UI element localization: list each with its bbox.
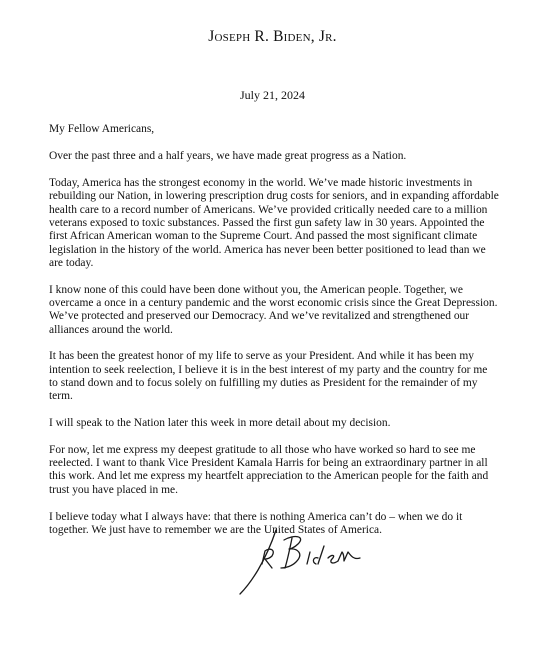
paragraph-speak-to-nation: I will speak to the Nation later this week in more detail about my decision. <box>49 417 391 430</box>
salutation: My Fellow Americans, <box>49 123 155 135</box>
letter-date: July 21, 2024 <box>239 88 305 102</box>
paragraph-achievements: Today, America has the strongest economy in the world. We’ve made historic investments in rebuilding our Nation, in lowering prescription drug costs for seniors, and in expanding affordable health care to a record number of Americans. We’ve provided critically needed care to a million veterans exposed to toxic substances. Passed the first gun safety law in 30 years. Appointed the first African American woman to the Supreme Court. And passed the most significant climate legislation in the history of the world. America has never been better positioned to lead than we are today. <box>49 177 499 269</box>
paragraph-closing: I believe today what I always have: that there is nothing America can’t do – when we do it together. We just have to remember we are the United States of America. <box>49 510 463 536</box>
signature-icon <box>232 524 382 600</box>
paragraph-thanks: For now, let me express my deepest gratitude to all those who have worked so hard to see me reelected. I want to thank Vice President Kamala Harris for being an extraordinary partner in all this work. And let me express my heartfelt appreciation to the American people for the faith and trust you have placed in me. <box>49 443 489 496</box>
letter-body <box>49 123 499 551</box>
paragraph-gratitude-american-people: I know none of this could have been done without you, the American people. Together, we overcame a once in a century pandemic and the worst economic crisis since the Great Depression. We’ve protected and preserved our Democracy. And we’ve revitalized and strengthened our alliances around the world. <box>49 283 498 336</box>
paragraph-progress: Over the past three and a half years, we have made great progress as a Nation. <box>49 150 407 163</box>
letterhead: Joseph R. Biden, Jr. <box>208 28 337 45</box>
paragraph-decision: It has been the greatest honor of my life to serve as your President. And while it has been my intention to seek reelection, I believe it is in the best interest of my party and the country for me to stand down and to focus solely on fulfilling my duties as President for the remainder of my term. <box>49 350 488 403</box>
